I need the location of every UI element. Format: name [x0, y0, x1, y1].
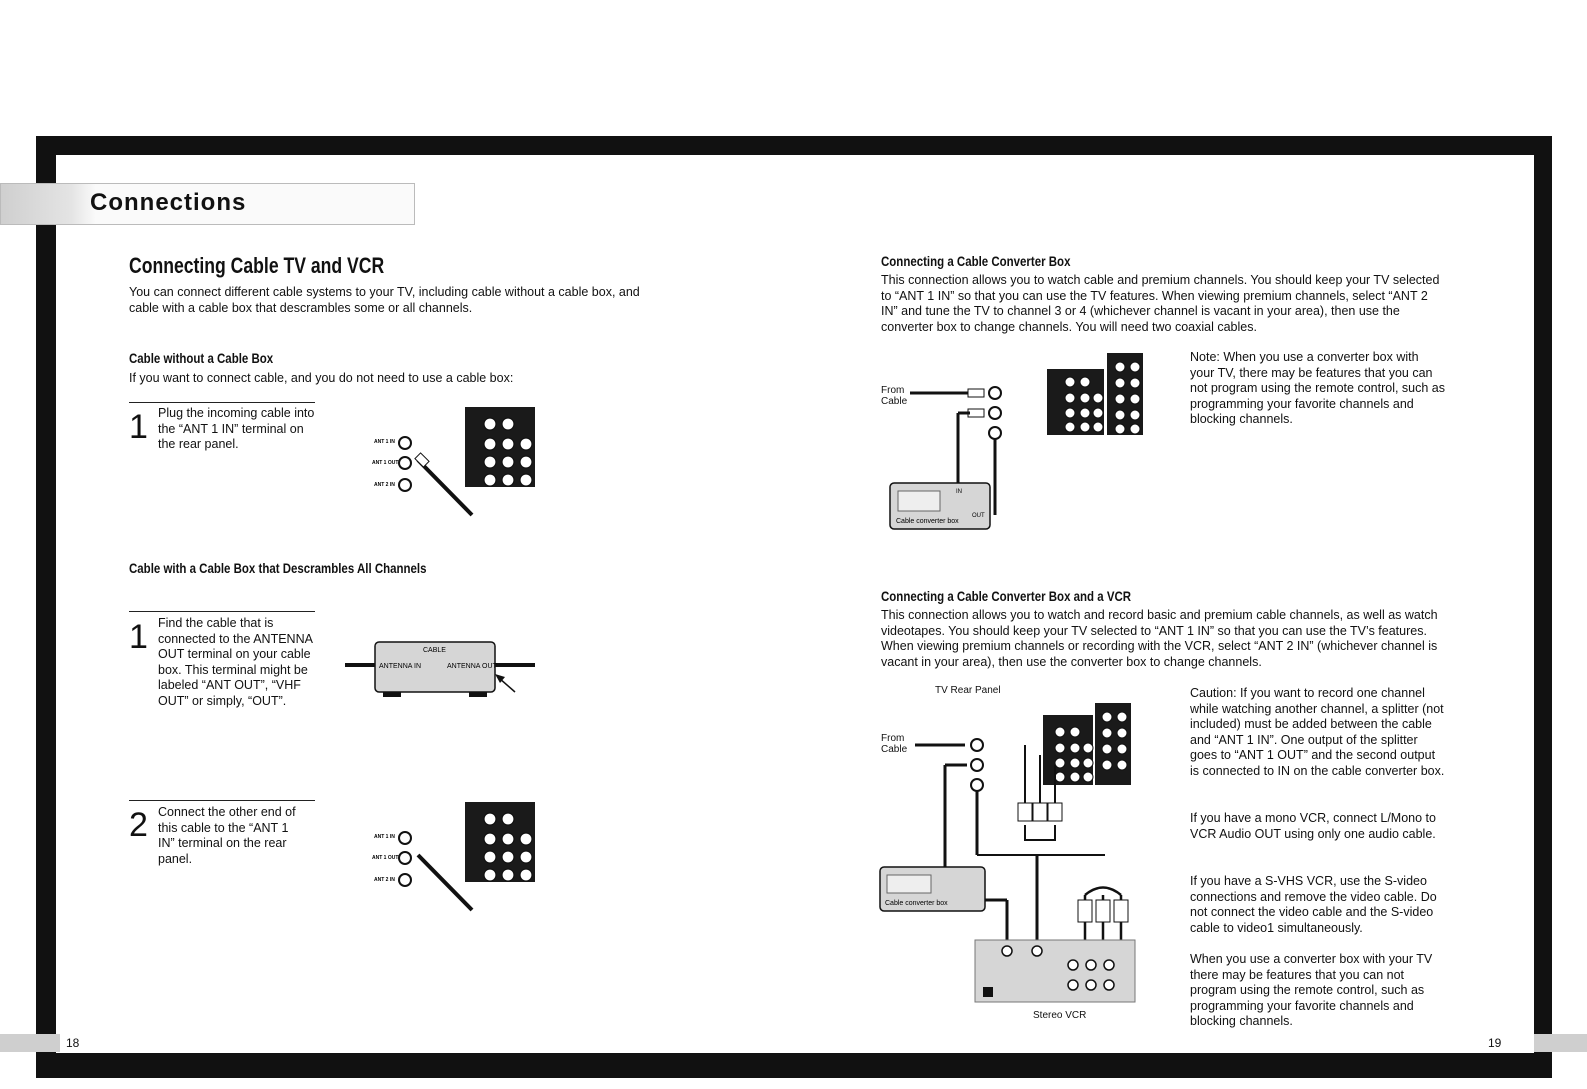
step2-number: 2: [129, 806, 148, 844]
with-box-heading: Cable with a Cable Box that Descrambles All Channels: [129, 560, 427, 576]
page-intro: You can connect different cable systems to your TV, including cable without a cable box, and cable with a cable box that descrambles some or all channels.: [129, 285, 640, 315]
cable-box-diagram: [345, 630, 545, 710]
section-title: Connections: [90, 189, 247, 216]
converter-vcr-diagram: [875, 695, 1145, 1005]
converter-vcr-body: This connection allows you to watch and record basic and premium cable channels, as well as watch videotapes. You should keep your TV selected to “ANT 1 IN” so that you can use the TV’s features. When viewing premium channels or recording with the VCR, select “ANT 2 IN” (whichever channel is vacant in your area), then use the converter box to change channels.: [881, 608, 1438, 669]
from-cable-label: From Cable: [881, 385, 908, 407]
ant-label-2b: ANT 1 OUT: [372, 855, 399, 861]
page-number-right: 19: [1488, 1036, 1502, 1050]
vcr-box-label: Cable converter box: [885, 900, 948, 907]
step2-rule: [129, 800, 315, 801]
box-label-out: ANTENNA OUT: [447, 663, 497, 670]
converter-box-label: Cable converter box: [896, 518, 959, 525]
ant-terminals: [399, 437, 411, 491]
converter-out: OUT: [972, 513, 985, 519]
right-corner-tab: [1534, 1034, 1587, 1052]
no-box-intro: If you want to connect cable, and you do not need to use a cable box:: [129, 371, 514, 385]
ant-label-1: ANT 1 IN: [374, 439, 395, 445]
step1-text: Find the cable that is connected to the ANTENNA OUT terminal on your cable box. This terminal might be labeled “ANT OUT”, “VHF OUT” or simply, “OUT”.: [158, 616, 313, 708]
page-heading: Connecting Cable TV and VCR: [129, 253, 385, 278]
converter-body: This connection allows you to watch cable and premium channels. You should keep your TV selected to “ANT 1 IN” so that you can use the TV features. When viewing premium channels, select “ANT 2 IN” and tune the TV to channel 3 or 4 (whichever channel is vacant in your area), then use the converter box to change channels. You will need two coaxial cables.: [881, 273, 1440, 334]
converter-heading: Connecting a Cable Converter Box: [881, 253, 1071, 269]
rear-panel-diagram-2: [360, 795, 550, 915]
converter-vcr-heading: Connecting a Cable Converter Box and a VCR: [881, 588, 1132, 604]
step-rule: [129, 402, 315, 403]
no-box-heading: Cable without a Cable Box: [129, 350, 274, 366]
box-label-cable: CABLE: [423, 647, 446, 654]
stereo-vcr-label: Stereo VCR: [1033, 1010, 1087, 1021]
mono-vcr-text: If you have a mono VCR, connect L/Mono to VCR Audio OUT using only one audio cable.: [1190, 811, 1436, 841]
page-number-left: 18: [66, 1036, 80, 1050]
ant-label-2: ANT 1 OUT: [372, 460, 399, 466]
step1-number: 1: [129, 618, 148, 656]
step-number: 1: [129, 408, 148, 446]
coax-cable: [418, 460, 472, 515]
tv-rear-panel-label: TV Rear Panel: [935, 685, 1001, 696]
converter-note: Note: When you use a converter box with your TV, there may be features that you can not program using the remote control, such as programming your favorite channels and blocking channels.: [1190, 350, 1445, 427]
remote-note-text: When you use a converter box with your TV there may be features that you can not program using the remote control, such as programming your favorite channels and blocking channels.: [1190, 952, 1433, 1029]
ant-label-1b: ANT 1 IN: [374, 834, 395, 840]
rear-panel-diagram-1: [360, 400, 550, 520]
step1-rule: [129, 611, 315, 612]
converter-diagram: [880, 345, 1160, 535]
caution-text: Caution: If you want to record one channel while watching another channel, a splitter (not included) must be added between the cable and “ANT 1 IN”. One output of the splitter goes to “ANT 1 OUT” and the second output is connected to IN on the cable converter box.: [1190, 686, 1445, 778]
step2-text: Connect the other end of this cable to the “ANT 1 IN” terminal on the rear panel.: [158, 805, 296, 866]
box-label-in: ANTENNA IN: [379, 663, 422, 670]
svhs-text: If you have a S-VHS VCR, use the S-video connections and remove the video cable. Do not connect the video cable and the S-video cable to video1 simultaneously.: [1190, 874, 1437, 935]
from-cable-label-2: From Cable: [881, 733, 908, 755]
left-corner-tab: [0, 1034, 60, 1052]
ant-label-3b: ANT 2 IN: [374, 877, 395, 883]
ant-label-3: ANT 2 IN: [374, 482, 395, 488]
converter-in: IN: [956, 489, 962, 495]
step-text: Plug the incoming cable into the “ANT 1 IN” terminal on the rear panel.: [158, 406, 315, 452]
